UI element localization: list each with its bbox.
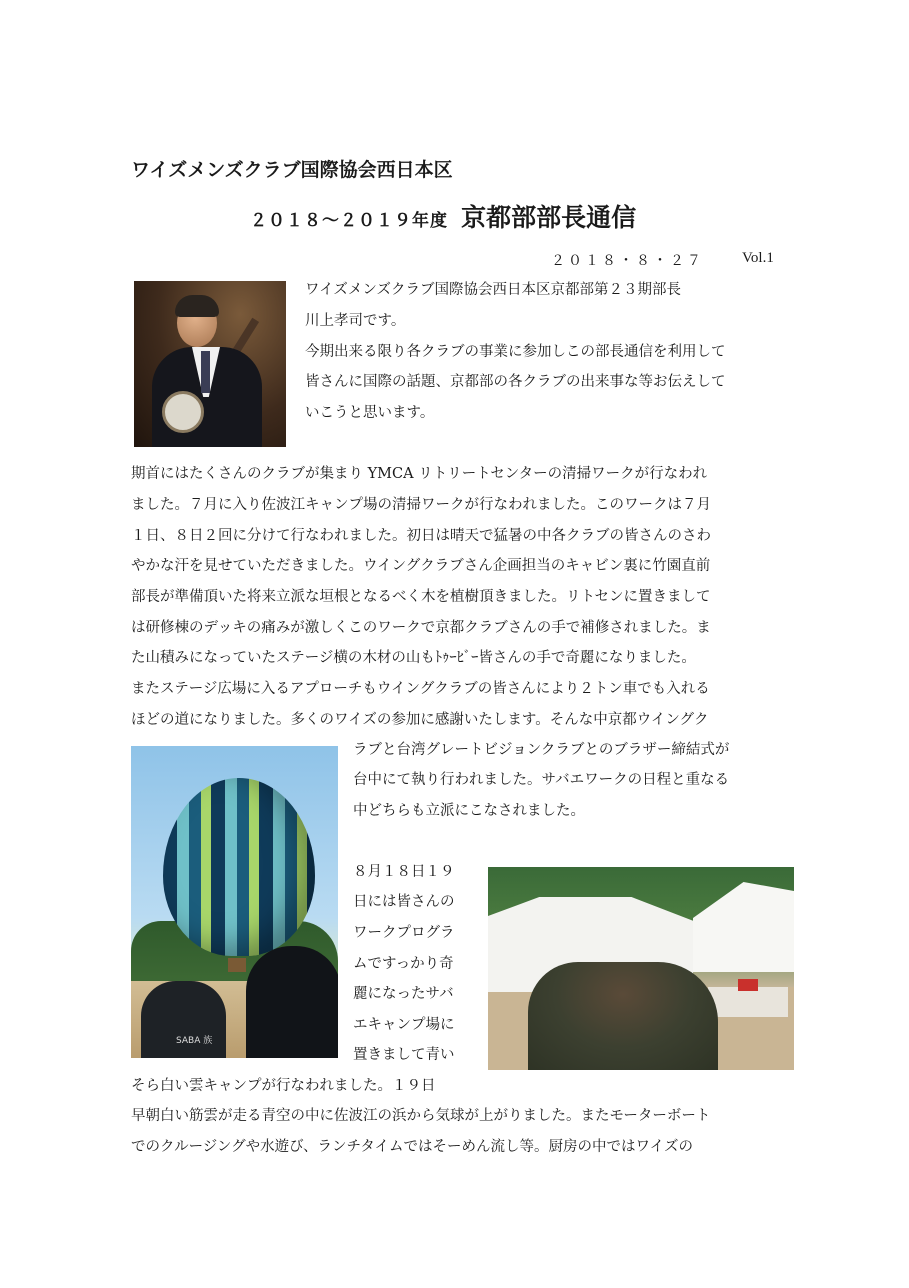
intro-line: いこうと思います。 xyxy=(305,405,435,421)
body-line: ラブと台湾グレートビジョンクラブとのブラザー締結式が xyxy=(353,742,730,758)
organization-name: ワイズメンズクラブ国際協会西日本区 xyxy=(131,159,453,181)
fiscal-year: ２０１８～２０１９年度 xyxy=(250,211,448,231)
body-line: は研修棟のデッキの痛みが激しくこのワークで京都クラブさんの手で補修されました。ま xyxy=(131,620,711,636)
body-line: 期首にはたくさんのクラブが集まり YMCA リトリートセンターの清掃ワークが行なわれ xyxy=(131,466,708,482)
cooler xyxy=(738,979,758,991)
hair xyxy=(175,295,219,317)
body-line: 早朝白い筋雲が走る青空の中に佐波江の浜から気球が上がりました。またモーターボート xyxy=(131,1108,711,1124)
body-line: 部長が準備頂いた将来立派な垣根となるべく木を植樹頂きました。リトセンに置きまして xyxy=(131,589,711,605)
body-line: でのクルージングや水遊び、ランチタイムではそーめん流し等。厨房の中ではワイズの xyxy=(131,1139,693,1155)
balloon-basket xyxy=(228,958,246,972)
body-line: 台中にて執り行われました。サバエワークの日程と重なる xyxy=(353,772,730,788)
body-line: た山積みになっていたステージ横の木材の山もﾄｩｰﾋﾞｰ皆さんの手で奇麗になりました。 xyxy=(131,650,696,666)
body-line: またステージ広場に入るアプローチもウイングクラブの皆さんにより２トン車でも入れる xyxy=(131,681,710,697)
body-line: 置きまして青い xyxy=(353,1047,455,1063)
body-line: 麗になったサバ xyxy=(353,986,454,1002)
spectator xyxy=(141,981,226,1058)
body-line: 中どちらも立派にこなされました。 xyxy=(353,803,585,819)
title-row xyxy=(250,198,636,234)
group-of-people xyxy=(528,962,718,1070)
issue-date: ２０１８・８・２７ xyxy=(551,253,704,269)
portrait-photo xyxy=(134,281,286,447)
hot-air-balloon-photo xyxy=(131,746,338,1058)
body-line: ムですっかり奇 xyxy=(353,956,454,972)
intro-line: 皆さんに国際の話題、京都部の各クラブの出来事な等お伝えして xyxy=(305,374,726,390)
intro-line: 今期出来る限り各クラブの事業に参加しこの部長通信を利用して xyxy=(305,344,726,360)
body-line: エキャンプ場に xyxy=(353,1017,455,1033)
body-line: やかな汗を見せていただきました。ウイングクラブさん企画担当のキャビン裏に竹園直前 xyxy=(131,558,711,574)
balloon xyxy=(163,778,315,956)
table xyxy=(708,987,788,1017)
body-line: ほどの道になりました。多くのワイズの参加に感謝いたします。そんな中京都ウイングク xyxy=(131,712,709,728)
body-line: １日、８日２回に分けて行なわれました。初日は晴天で猛暑の中各クラブの皆さんのさわ xyxy=(131,528,711,544)
banjo xyxy=(162,391,204,433)
intro-line: ワイズメンズクラブ国際協会西日本区京都部第２３期部長 xyxy=(305,282,681,298)
camp-group-photo xyxy=(488,867,794,1070)
newsletter-title: 京都部部長通信 xyxy=(461,203,637,232)
body-line: ８月１８日１９ xyxy=(353,864,455,880)
body-line: 日には皆さんの xyxy=(353,894,455,910)
volume-label: Vol.1 xyxy=(742,250,774,266)
body-line: ました。７月に入り佐波江キャンプ場の清掃ワークが行なわれました。このワークは７月 xyxy=(131,497,711,513)
white-tent xyxy=(693,882,794,972)
shirt-print: SABA 族 xyxy=(176,1036,213,1046)
tie xyxy=(201,351,210,393)
spectator xyxy=(246,946,338,1058)
body-line: ワークプログラ xyxy=(353,925,455,941)
body-line: そら白い雲キャンプが行なわれました。１９日 xyxy=(131,1078,436,1094)
intro-line: 川上孝司です。 xyxy=(305,313,406,329)
